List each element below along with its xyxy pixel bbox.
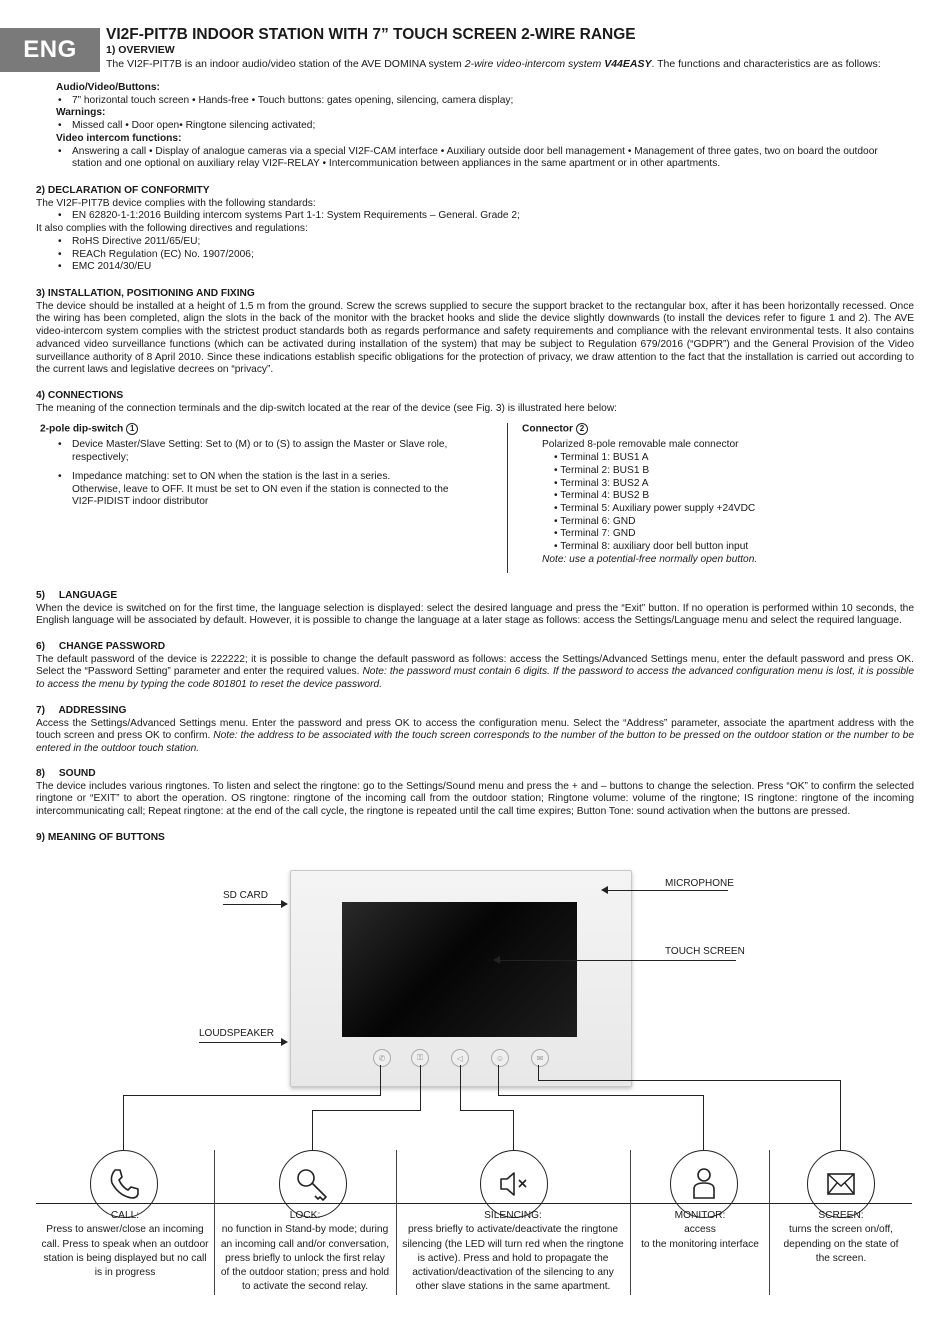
device-silence-button: ◁ [451,1049,469,1067]
button-table-divider [396,1150,397,1295]
connector-line [498,1065,499,1095]
sound-heading: 8) SOUND [36,768,96,779]
connections-intro: The meaning of the connection terminals and the dip-switch located at the rear of the device (see Fig. 3) is illustrated here below: [36,402,618,414]
connector-line [513,1110,514,1151]
connector-line [312,1110,421,1111]
dip-item: • Device Master/Slave Setting: Set to (M) or to (S) to assign the Master or Slave role, respectively; [72,439,506,464]
button-table-divider [769,1150,770,1295]
connections-section [36,390,914,415]
callout-line [500,960,736,961]
terminal-item: • Terminal 1: BUS1 A [554,452,912,465]
video-intercom-item: • Answering a call • Display of analogue cameras via a special VI2F-CAM interface • Auxiliary outside door bell management • Management of three gates, two on board the outdoor station and one optional on auxiliary relay VI2F-RELAY • Intercommunication between appliances in the same apartment or in other apartments. [72,146,908,171]
device-call-button: ✆ [373,1049,391,1067]
conformity-item: • EMC 2014/30/EU [72,261,914,274]
av-label: Audio/Video/Buttons: [56,82,160,93]
warnings-label: Warnings: [56,107,106,119]
callout-arrow [281,1038,288,1046]
connector-title: Connector 2 [522,423,912,436]
connector-line [123,1095,381,1096]
button-table-divider [630,1150,631,1295]
terminal-item: • Terminal 6: GND [554,516,912,529]
connector-line [538,1065,539,1080]
phone-icon [90,1150,158,1218]
key-icon [279,1150,347,1218]
features-section [36,82,914,171]
dip-switch-title: 2-pole dip-switch 1 [40,423,506,436]
callout-arrow [601,886,608,894]
connector-line [703,1095,704,1151]
sound-text: The device includes various ringtones. To listen and select the ringtone: go to the Settings/Sound menu and press the + and – buttons to change the selection. Press “OK” to confirm the selected ringtone or “EXIT” to abort the operation. OS ringtone: ringtone of the incoming call from the outdoor station; Ringtone volume: volume of the ringtone; IS ringtone: ringtone of the incoming intercommunicating call; Repeat ringtone: at the end of the call cycle, the ringtone is repeated until the call time expires; Button Tone: sound activation when the buttons are pressed. [36,780,914,818]
column-divider [507,423,508,573]
installation-heading: 3) INSTALLATION, POSITIONING AND FIXING [36,288,255,299]
buttons-heading: 9) MEANING OF BUTTONS [36,832,165,843]
speaker-mute-icon [480,1150,548,1218]
conformity-standard: • EN 62820-1-1:2016 Building intercom systems Part 1-1: System Requirements – General. Grade 2; [72,210,914,223]
terminal-item: • Terminal 8: auxiliary door bell button input [554,541,912,554]
installation-text: The device should be installed at a height of 1.5 m from the ground. Screw the screws supplied to secure the support bracket to the rectangular box, after it has been horizontally recessed. Once the wiring has been completed, align the slots in the back of the monitor with the bracket hooks and slide the device slightly downwards (to install the devices refer to figure 1 and 2). The AVE video-intercom system complies with the strictest product standards both as regards performance and safety requirements and compliance with the relevant environmental tests. It also contains advanced video surveillance functions (which can be activated during installation of the system) that may be subject to Regulation 679/2016 (“GDPR”) and the General Provision of the Video surveillance authority of 8 April 2010. Since these indications establish specific obligations for the protection of privacy, we draw attention to the fact that the installation is carried out according to the current laws and legislative decrees on “privacy”. [36,300,914,376]
connector-intro: Polarized 8-pole removable male connector [542,439,739,451]
callout-line [199,1042,281,1043]
callout-arrow [493,956,500,964]
password-section [36,641,914,692]
callout-line [608,890,728,891]
callout-microphone: MICROPHONE [665,878,734,889]
connector-line [460,1110,514,1111]
password-text: The default password of the device is 222222; it is possible to change the default password as follows: access the Settings/Advanced Settings menu, enter the default password and press OK. Select the “Password Setting” parameter and enter the required values. Note: the password must contain 6 digits. If the password to access the advanced configuration menu is lost, it is possible to access the menu by typing the code 801801 to reset the device password. [36,653,914,691]
terminal-item: • Terminal 4: BUS2 B [554,490,912,503]
button-table-divider [214,1150,215,1295]
language-tab: ENG [0,28,100,72]
conformity-item: • REACh Regulation (EC) No. 1907/2006; [72,249,914,262]
button-table-rule [36,1203,912,1204]
addressing-section [36,705,914,756]
overview-heading: 1) OVERVIEW [106,44,175,56]
conformity-intro: The VI2F-PIT7B device complies with the following standards: [36,197,316,209]
conformity-section [36,185,914,274]
terminal-item: • Terminal 3: BUS2 A [554,478,912,491]
dip-number-badge: 1 [126,423,138,435]
button-desc-screen: SCREEN: turns the screen on/off, depending on the state of the screen. [783,1210,899,1264]
installation-section [36,288,914,377]
callout-sd-card: SD CARD [223,890,269,901]
language-text: When the device is switched on for the first time, the language selection is displayed: select the desired language and press the “Exit” button. If no operation is performed within 10 seconds, the English language will be associated by default. However, it is possible to change the language at a later stage as follows: access the Settings/Language menu and select the required language. [36,602,914,627]
callout-arrow [281,900,288,908]
connector-line [420,1065,421,1110]
device-monitor-button: ☺ [491,1049,509,1067]
conformity-also: It also complies with the following directives and regulations: [36,223,308,235]
button-desc-monitor: MONITOR: access to the monitoring interface [641,1210,759,1250]
terminal-item: • Terminal 5: Auxiliary power supply +24VDC [554,503,912,516]
button-desc-lock: LOCK: no function in Stand-by mode; during an incoming call and/or conversation, press briefly to unlock the first relay of the outdoor station; press and hold to activate the second relay. [220,1210,390,1293]
connector-line [312,1110,313,1151]
page-title: VI2F-PIT7B INDOOR STATION WITH 7” TOUCH SCREEN 2-WIRE RANGE [106,26,636,43]
password-heading: 6) CHANGE PASSWORD [36,641,166,652]
monitor-person-icon [670,1150,738,1218]
sound-section [36,768,914,819]
envelope-icon [807,1150,875,1218]
conformity-item: • RoHS Directive 2011/65/EU; [72,236,914,249]
warnings-item: • Missed call • Door open• Ringtone silencing activated; [72,120,914,133]
connections-table [36,423,914,573]
language-heading: 5) LANGUAGE [36,590,118,601]
dip-item: • Impedance matching: set to ON when the station is the last in a series. [72,471,506,484]
connector-number-badge: 2 [576,423,588,435]
overview-text: The VI2F-PIT7B is an indoor audio/video station of the AVE DOMINA system 2-wire video-intercom system V44EASY. The functions and characteristics are as follows: [106,58,881,70]
language-section [36,590,914,628]
connector-line [123,1095,124,1151]
av-item: • 7” horizontal touch screen • Hands-free • Touch buttons: gates opening, silencing, camera display; [72,95,914,108]
terminal-list [542,452,912,554]
device-screen [342,902,577,1037]
connector-line [498,1095,704,1096]
dip-continuation: Otherwise, leave to OFF. It must be set to ON even if the station is connected to the VI2F-PIDIST indoor distributor [72,483,449,508]
button-desc-call: CALL: Press to answer/close an incoming call. Press to speak when an outdoor station is being displayed but no call is in progress [41,1210,209,1279]
terminal-item: • Terminal 7: GND [554,528,912,541]
addressing-text: Access the Settings/Advanced Settings menu. Enter the password and press OK to access the configuration menu. Select the “Address” parameter, associate the apartment address with the touch screen and press OK to confirm. Note: the address to be associated with the touch screen corresponds to the number of the button to be pressed on the outdoor station or the number to be entered in the outdoor touch station. [36,717,914,755]
device-lock-button: ⚿ [411,1049,429,1067]
conformity-heading: 2) DECLARATION OF CONFORMITY [36,185,210,196]
video-intercom-label: Video intercom functions: [56,132,182,144]
device-screen-button: ✉ [531,1049,549,1067]
callout-touch-screen: TOUCH SCREEN [665,946,745,957]
device-illustration [290,870,632,1087]
addressing-heading: 7) ADDRESSING [36,705,127,716]
callout-line [223,904,281,905]
connections-heading: 4) CONNECTIONS [36,390,124,401]
callout-loudspeaker: LOUDSPEAKER [199,1028,275,1039]
connector-note: Note: use a potential-free normally open button. [542,553,758,565]
connector-line [380,1065,381,1095]
connector-line [840,1080,841,1151]
button-desc-silencing: SILENCING: press briefly to activate/deactivate the ringtone silencing (the LED will turn red when the ringtone is active). Press and hold to propagate the activation/deactivation of the silencing to any other slave stations in the same apartment. [402,1210,624,1293]
terminal-item: • Terminal 2: BUS1 B [554,465,912,478]
dip-switch-column [40,423,506,509]
connector-column [522,423,912,566]
buttons-section [36,832,914,845]
connector-line [538,1080,841,1081]
connector-line [460,1065,461,1110]
